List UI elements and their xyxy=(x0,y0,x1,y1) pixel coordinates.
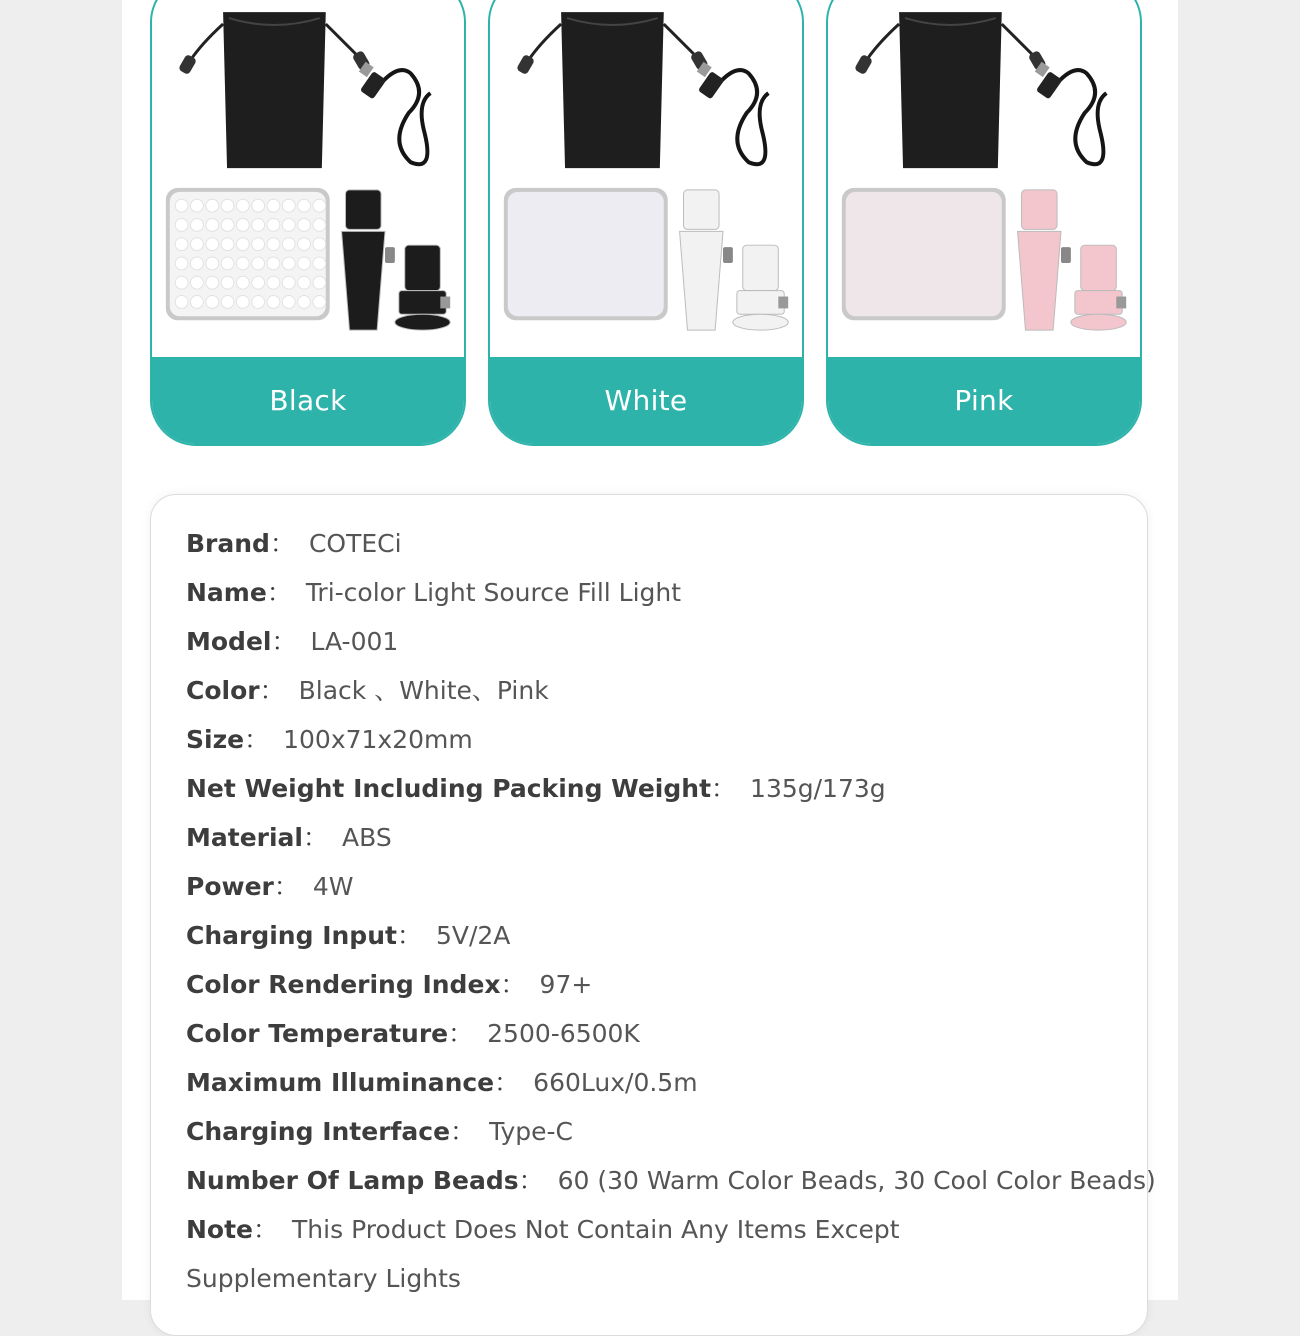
spec-separator: ： xyxy=(259,676,285,705)
spec-row xyxy=(186,715,1136,764)
spec-row xyxy=(186,1058,1136,1107)
spec-value: 4W xyxy=(312,872,354,901)
led-panel-icon xyxy=(504,188,668,320)
usb-cable-icon xyxy=(1035,62,1107,164)
spec-key: Power xyxy=(186,872,274,901)
spec-value: Type-C xyxy=(489,1117,573,1146)
spec-value: This Product Does Not Contain Any Items Except Supplementary Lights xyxy=(186,1215,900,1293)
spec-key: Number Of Lamp Beads xyxy=(186,1166,519,1195)
spec-row xyxy=(186,1009,1136,1058)
spec-key: Charging Input xyxy=(186,921,397,950)
pink-kit-image xyxy=(828,2,1140,362)
spec-row xyxy=(186,764,1136,813)
spec-separator: ： xyxy=(244,725,270,754)
spec-separator: ： xyxy=(450,1117,476,1146)
spec-key: Color xyxy=(186,676,260,705)
usb-cable-icon xyxy=(697,62,769,164)
color-variants xyxy=(122,0,1178,460)
black-kit-image xyxy=(152,2,464,362)
spec-list xyxy=(186,519,1156,1303)
spec-value: 5V/2A xyxy=(435,921,511,950)
spec-key: Color Temperature xyxy=(186,1019,449,1048)
spec-value: 2500-6500K xyxy=(487,1019,640,1048)
pouch-icon xyxy=(854,12,1047,168)
spec-separator: ： xyxy=(273,872,299,901)
cold-shoe-mount-icon xyxy=(733,245,788,330)
spec-separator: ： xyxy=(518,1166,544,1195)
spec-row xyxy=(186,911,1136,960)
spec-value: Tri-color Light Source Fill Light xyxy=(305,578,682,607)
spec-value: ABS xyxy=(342,823,392,852)
phone-clip-icon xyxy=(680,190,733,330)
phone-clip-icon xyxy=(342,190,395,330)
led-panel-icon xyxy=(166,188,330,320)
spec-separator: ： xyxy=(269,529,295,558)
spec-row xyxy=(186,1107,1136,1156)
variant-label: White xyxy=(490,357,802,444)
spec-key: Name xyxy=(186,578,267,607)
spec-separator: ： xyxy=(396,921,422,950)
spec-row xyxy=(186,862,1136,911)
spec-row xyxy=(186,617,1136,666)
spec-key: Color Rendering Index xyxy=(186,970,501,999)
spec-key: Model xyxy=(186,627,272,656)
spec-value: COTECi xyxy=(308,529,402,558)
spec-separator: ： xyxy=(271,627,297,656)
spec-row xyxy=(186,568,1136,617)
spec-value: Black 、White、Pink xyxy=(298,676,549,705)
pouch-icon xyxy=(516,12,709,168)
cold-shoe-mount-icon xyxy=(1071,245,1126,330)
variant-card-white[interactable] xyxy=(488,0,804,446)
spec-value: 100x71x20mm xyxy=(283,725,473,754)
spec-key: Net Weight Including Packing Weight xyxy=(186,774,712,803)
variant-label: Black xyxy=(152,357,464,444)
spec-row xyxy=(186,666,1136,715)
spec-separator: ： xyxy=(500,970,526,999)
pouch-icon xyxy=(178,12,371,168)
spec-value: 97+ xyxy=(539,970,593,999)
variant-card-pink[interactable] xyxy=(826,0,1142,446)
variant-card-black[interactable] xyxy=(150,0,466,446)
spec-key: Brand xyxy=(186,529,270,558)
spec-value: 135g/173g xyxy=(750,774,886,803)
spec-key: Material xyxy=(186,823,303,852)
spec-separator: ： xyxy=(711,774,737,803)
spec-row xyxy=(186,813,1136,862)
specifications-panel xyxy=(150,494,1156,1336)
led-panel-icon xyxy=(842,188,1006,320)
spec-value: 60 (30 Warm Color Beads, 30 Cool Color Beads) xyxy=(557,1166,1156,1195)
white-kit-image xyxy=(490,2,802,362)
usb-cable-icon xyxy=(359,62,431,164)
spec-separator: ： xyxy=(253,1215,279,1244)
spec-key: Charging Interface xyxy=(186,1117,451,1146)
spec-value: LA-001 xyxy=(310,627,399,656)
phone-clip-icon xyxy=(1018,190,1071,330)
cold-shoe-mount-icon xyxy=(395,245,450,330)
spec-separator: ： xyxy=(303,823,329,852)
spec-row xyxy=(186,519,1136,568)
spec-key: Note xyxy=(186,1215,254,1244)
spec-key: Size xyxy=(186,725,245,754)
spec-row xyxy=(186,1156,1156,1205)
product-page xyxy=(122,0,1178,1300)
spec-separator: ： xyxy=(266,578,292,607)
spec-row xyxy=(186,960,1136,1009)
spec-key: Maximum Illuminance xyxy=(186,1068,495,1097)
spec-separator: ： xyxy=(448,1019,474,1048)
spec-value: 660Lux/0.5m xyxy=(533,1068,698,1097)
spec-row xyxy=(186,1205,1096,1303)
spec-separator: ： xyxy=(494,1068,520,1097)
variant-label: Pink xyxy=(828,357,1140,444)
